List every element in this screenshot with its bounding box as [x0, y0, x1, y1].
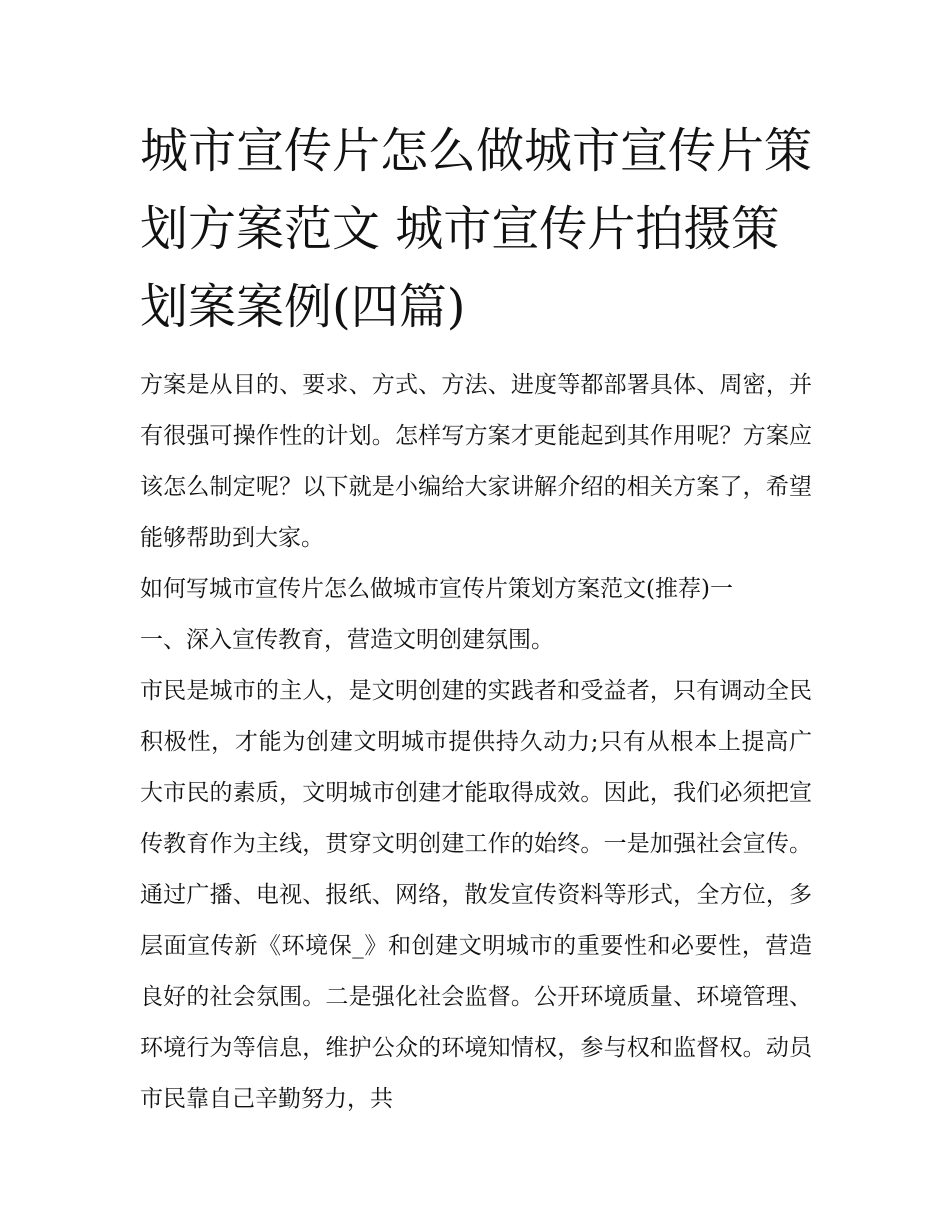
paragraph-intro: 方案是从目的、要求、方式、方法、进度等都部署具体、周密，并有很强可操作性的计划。怎样写方案才更能起到其作用呢？方案应该怎么制定呢？以下就是小编给大家讲解介绍的相关方案了，希望能够帮助到大家。	[140, 372, 812, 551]
paragraph-body: 市民是城市的主人，是文明创建的实践者和受益者，只有调动全民积极性，才能为创建文明城市提供持久动力;只有从根本上提高广大市民的素质，文明城市创建才能取得成效。因此，我们必须把宣传教育作为主线，贯穿文明创建工作的始终。一是加强社会宣传。通过广播、电视、报纸、网络，散发宣传资料等形式，全方位，多层面宣传新《环境保_》和创建文明城市的重要性和必要性，营造良好的社会氛围。二是强化社会监督。公开环境质量、环境管理、环境行为等信息，维护公众的环境知情权，参与权和监督权。动员市民靠自己辛勤努力，共	[140, 678, 812, 1112]
paragraph-heading: 如何写城市宣传片怎么做城市宣传片策划方案范文(推荐)一	[140, 576, 733, 602]
document-body	[140, 112, 812, 1125]
document-title: 城市宣传片怎么做城市宣传片策划方案范文 城市宣传片拍摄策划案案例(四篇)	[140, 123, 813, 335]
paragraph-section-one: 一、深入宣传教育，营造文明创建氛围。	[140, 627, 554, 653]
